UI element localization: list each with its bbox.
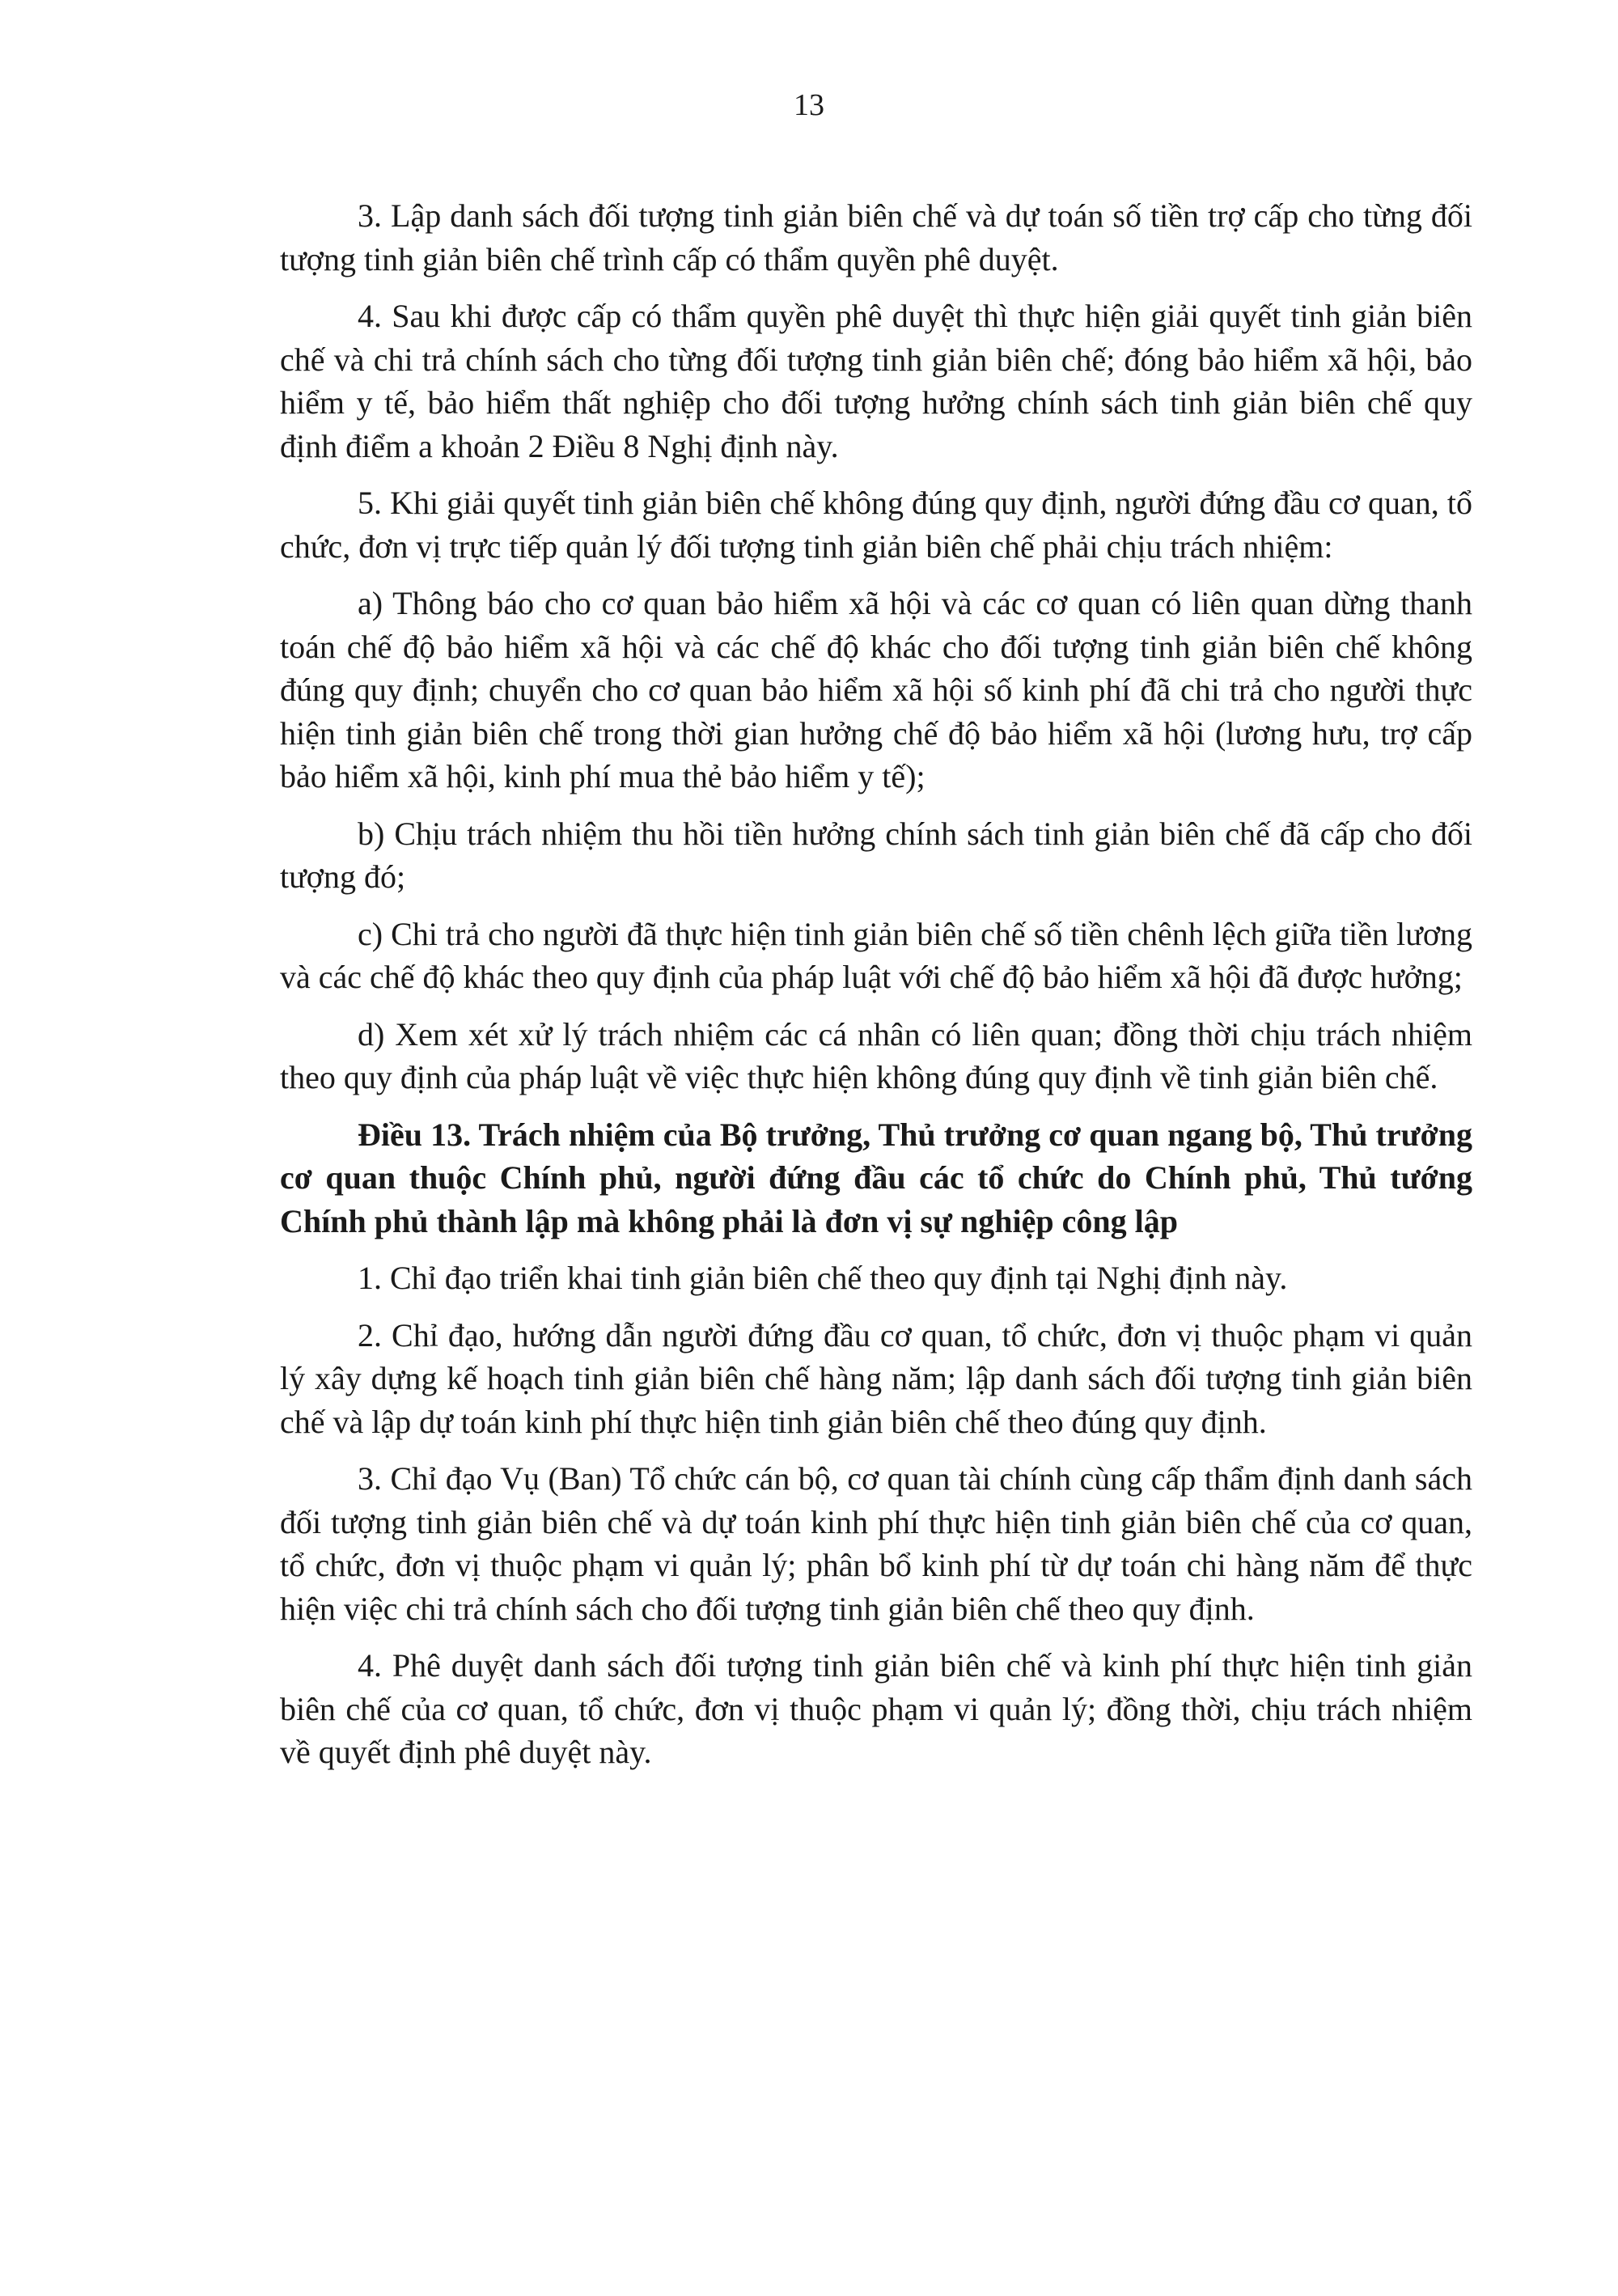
article-item-1: 1. Chỉ đạo triển khai tinh giản biên chế theo quy định tại Nghị định này. — [358, 1260, 1288, 1296]
article-heading: Điều 13. Trách nhiệm của Bộ trưởng, Thủ trưởng cơ quan ngang bộ, Thủ trưởng cơ quan thuộc Chính phủ, người đứng đầu các tổ chức do Chính phủ, Thủ tướng Chính phủ thành lập mà không phải là đơn vị sự nghiệp công lập — [280, 1116, 1472, 1239]
paragraph-point-d: d) Xem xét xử lý trách nhiệm các cá nhân có liên quan; đồng thời chịu trách nhiệm theo quy định của pháp luật về việc thực hiện không đúng quy định về tinh giản biên chế. — [280, 1015, 1472, 1095]
article-item-4: 4. Phê duyệt danh sách đối tượng tinh giản biên chế và kinh phí thực hiện tinh giản biên chế của cơ quan, tổ chức, đơn vị thuộc phạm vi quản lý; đồng thời, chịu trách nhiệm về quyết định phê duyệt này. — [280, 1647, 1472, 1770]
paragraph-point-b: b) Chịu trách nhiệm thu hồi tiền hưởng chính sách tinh giản biên chế đã cấp cho đối tượng đó; — [280, 815, 1472, 895]
paragraph-point-a: a) Thông báo cho cơ quan bảo hiểm xã hội và các cơ quan có liên quan dừng thanh toán chế độ bảo hiểm xã hội và các chế độ khác cho đối tượng tinh giản biên chế không đúng quy định; chuyển cho cơ quan bảo hiểm xã hội số kinh phí đã chi trả cho người thực hiện tinh giản biên chế trong thời gian hưởng chế độ bảo hiểm xã hội (lương hưu, trợ cấp bảo hiểm xã hội, kinh phí mua thẻ bảo hiểm y tế); — [280, 585, 1472, 794]
article-item-2: 2. Chỉ đạo, hướng dẫn người đứng đầu cơ quan, tổ chức, đơn vị thuộc phạm vi quản lý xây dựng kế hoạch tinh giản biên chế hàng năm; lập danh sách đối tượng tinh giản biên chế và lập dự toán kinh phí thực hiện tinh giản biên chế theo đúng quy định. — [280, 1316, 1472, 1440]
document-body — [280, 194, 1472, 1788]
paragraph-point-c: c) Chi trả cho người đã thực hiện tinh giản biên chế số tiền chênh lệch giữa tiền lương và các chế độ khác theo quy định của pháp luật với chế độ bảo hiểm xã hội đã được hưởng; — [280, 915, 1472, 995]
page-number: 13 — [794, 88, 824, 122]
article-item-3: 3. Chỉ đạo Vụ (Ban) Tổ chức cán bộ, cơ quan tài chính cùng cấp thẩm định danh sách đối tượng tinh giản biên chế và dự toán kinh phí thực hiện tinh giản biên chế của cơ quan, tổ chức, đơn vị thuộc phạm vi quản lý; phân bổ kinh phí từ dự toán chi hàng năm để thực hiện việc chi trả chính sách cho đối tượng tinh giản biên chế theo quy định. — [280, 1460, 1472, 1627]
paragraph-item-5: 5. Khi giải quyết tinh giản biên chế không đúng quy định, người đứng đầu cơ quan, tổ chức, đơn vị trực tiếp quản lý đối tượng tinh giản biên chế phải chịu trách nhiệm: — [280, 485, 1472, 565]
paragraph-item-3: 3. Lập danh sách đối tượng tinh giản biên chế và dự toán số tiền trợ cấp cho từng đối tượng tinh giản biên chế trình cấp có thẩm quyền phê duyệt. — [280, 197, 1472, 277]
paragraph-item-4: 4. Sau khi được cấp có thẩm quyền phê duyệt thì thực hiện giải quyết tinh giản biên chế và chi trả chính sách cho từng đối tượng tinh giản biên chế; đóng bảo hiểm xã hội, bảo hiểm y tế, bảo hiểm thất nghiệp cho đối tượng hưởng chính sách tinh giản biên chế quy định điểm a khoản 2 Điều 8 Nghị định này. — [280, 298, 1472, 464]
